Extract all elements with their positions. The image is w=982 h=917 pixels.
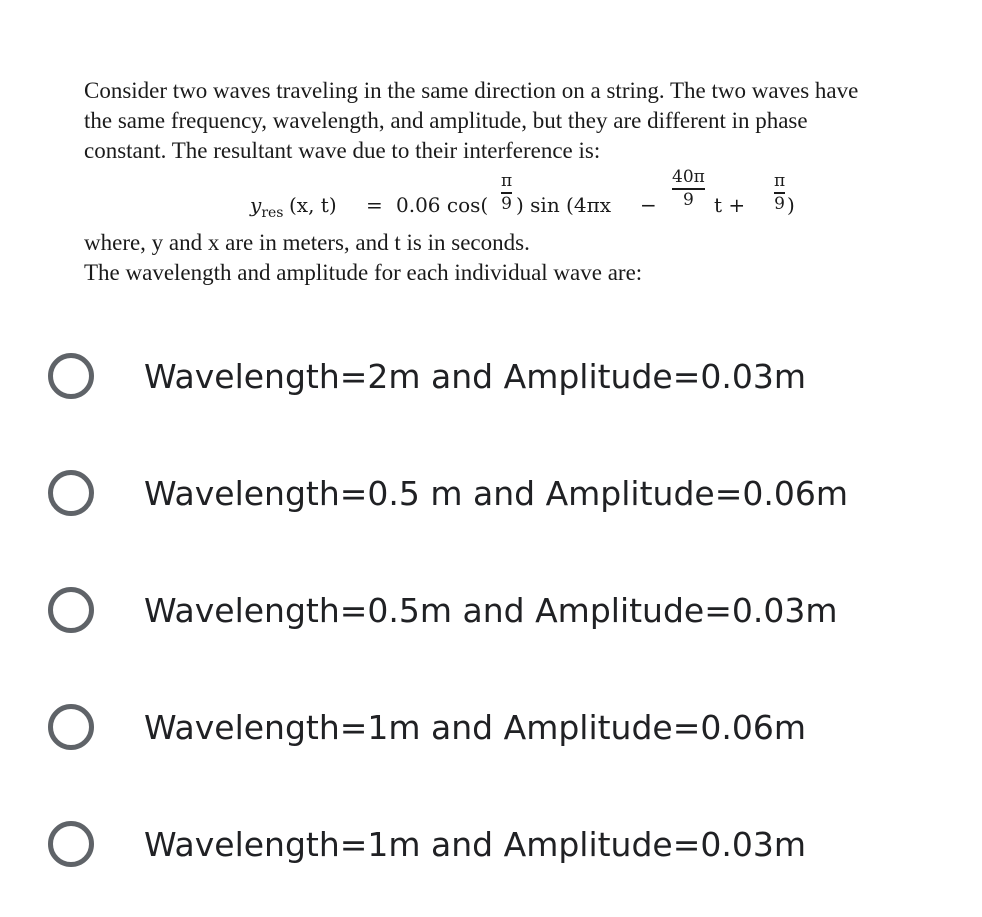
equation-equals: =	[366, 193, 383, 217]
fraction-numerator: 40π	[672, 167, 705, 187]
equation-lhs-args: (x, t)	[289, 193, 337, 217]
answer-option-4[interactable]	[48, 697, 806, 757]
question-line-4: where, y and x are in meters, and t is in seconds.	[84, 230, 530, 255]
equation-fraction-pi-over-9	[501, 172, 512, 214]
fraction-denominator: 9	[774, 193, 785, 214]
equation-coefficient: 0.06 cos(	[396, 193, 489, 217]
equation-t-plus: t +	[714, 193, 746, 217]
option-label: Wavelength=0.5m and Amplitude=0.03m	[144, 590, 838, 630]
radio-button-icon[interactable]	[48, 704, 94, 750]
answer-option-3[interactable]	[48, 580, 837, 640]
question-line-1: Consider two waves traveling in the same direction on a string. The two waves have	[84, 78, 859, 103]
fraction-numerator: π	[774, 171, 786, 191]
option-label: Wavelength=2m and Amplitude=0.03m	[144, 356, 806, 396]
radio-button-icon[interactable]	[48, 821, 94, 867]
answer-option-2[interactable]	[48, 463, 848, 523]
equation-fraction-pi-over-9-phase	[774, 172, 785, 214]
option-label: Wavelength=1m and Amplitude=0.06m	[144, 707, 806, 747]
equation-close-paren: )	[787, 193, 795, 217]
answer-option-1[interactable]	[48, 346, 806, 406]
fraction-denominator: 9	[501, 193, 512, 214]
radio-button-icon[interactable]	[48, 470, 94, 516]
radio-button-icon[interactable]	[48, 587, 94, 633]
equation-minus: −	[640, 193, 657, 217]
question-text	[84, 76, 964, 288]
equation-lhs: $y_{res}$	[250, 193, 284, 221]
fraction-denominator: 9	[682, 189, 694, 210]
option-label: Wavelength=0.5 m and Amplitude=0.06m	[144, 473, 848, 513]
equation-lhs-subscript: res	[261, 205, 284, 221]
wave-equation	[84, 166, 964, 228]
equation-fraction-40pi-over-9	[672, 168, 705, 210]
question-line-3: constant. The resultant wave due to their interference is:	[84, 138, 601, 163]
answer-option-5[interactable]	[48, 814, 806, 874]
fraction-numerator: π	[501, 171, 513, 191]
equation-sine-part: ) sin (4πx	[516, 193, 612, 217]
question-line-2: the same frequency, wavelength, and amplitude, but they are different in phase	[84, 108, 808, 133]
radio-button-icon[interactable]	[48, 353, 94, 399]
option-label: Wavelength=1m and Amplitude=0.03m	[144, 824, 806, 864]
question-line-5: The wavelength and amplitude for each individual wave are:	[84, 260, 643, 285]
